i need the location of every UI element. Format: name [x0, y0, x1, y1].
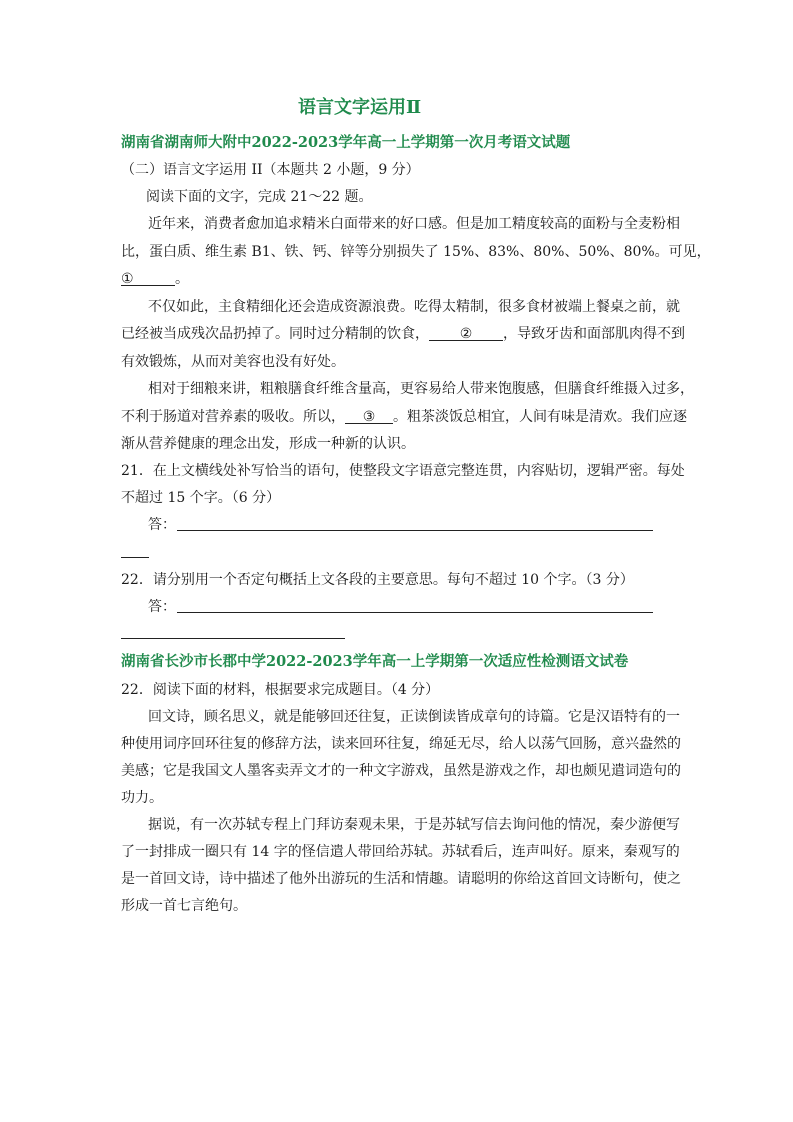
answer-line-22[interactable] [177, 612, 653, 613]
paragraph-line: 不利于肠道对营养素的吸收。所以， ③ 。粗茶淡饭总相宜，人间有味是清欢。我们应逐 [121, 409, 687, 425]
page-title: 语言文字运用Ⅱ [298, 97, 422, 118]
section-header: （二）语言文字运用 II（本题共 2 小题，9 分） [121, 162, 420, 178]
paragraph-line: 有效锻炼，从而对美容也没有好处。 [121, 354, 345, 370]
paragraph-line: 形成一首七言绝句。 [121, 898, 247, 914]
paragraph-line: 近年来，消费者愈加追求精米白面带来的好口感。但是加工精度较高的面粉与全麦粉相 [148, 216, 680, 232]
paragraph-line: 了一封排成一圈只有 14 字的怪信遣人带回给苏轼。苏轼看后，连声叫好。原来，秦观写的 [121, 844, 680, 860]
question-21-cont: 不超过 15 个字。（6 分） [121, 490, 281, 506]
paragraph-line: 渐从营养健康的理念出发，形成一种新的认识。 [121, 436, 415, 452]
instruction-text: 阅读下面的文字，完成 21～22 题。 [146, 189, 373, 205]
paragraph-line: 回文诗，顾名思义，就是能够回还往复，正读倒读皆成章句的诗篇。它是汉语特有的一 [148, 709, 680, 725]
paragraph-line: 比，蛋白质、维生素 B1、铁、钙、锌等分别损失了 15%、83%、80%、50%、80%。可见， [121, 244, 711, 260]
question-22-b: 22．阅读下面的材料，根据要求完成题目。（4 分） [121, 682, 440, 698]
paragraph-line: 美感；它是我国文人墨客卖弄文才的一种文字游戏，虽然是游戏之作，却也颇见遣词造句的 [121, 763, 681, 779]
paragraph-line: 不仅如此，主食精细化还会造成资源浪费。吃得太精制，很多食材被端上餐桌之前，就 [148, 299, 680, 315]
fill-blank-1[interactable]: ① [121, 269, 175, 286]
paragraph-line: 是一首回文诗，诗中描述了他外出游玩的生活和情趣。请聪明的你给这首回文诗断句，使之 [121, 871, 681, 887]
answer-line-22-cont[interactable] [121, 638, 345, 639]
paragraph-line: 据说，有一次苏轼专程上门拜访秦观未果，于是苏轼写信去询问他的情况，秦少游便写 [148, 817, 680, 833]
source-heading-2: 湖南省长沙市长郡中学2022-2023学年高一上学期第一次适应性检测语文试卷 [121, 653, 629, 670]
fill-blank-2[interactable]: ② [429, 324, 503, 341]
question-21: 21．在上文横线处补写恰当的语句，使整段文字语意完整连贯，内容贴切，逻辑严密。每处 [121, 463, 685, 479]
paragraph-line: 种使用词序回环往复的修辞方法，读来回环往复，绵延无尽，给人以荡气回肠，意兴盎然的 [121, 736, 681, 752]
fill-blank-3[interactable]: ③ [345, 407, 393, 424]
paragraph-line: 已经被当成残次品扔掉了。同时过分精制的饮食， ② ，导致牙齿和面部肌肉得不到 [121, 326, 685, 342]
paragraph-line: 功力。 [121, 790, 163, 806]
answer-line-21[interactable] [177, 530, 653, 531]
question-22: 22．请分别用一个否定句概括上文各段的主要意思。每句不超过 10 个字。（3 分） [121, 572, 634, 588]
answer-line-21-cont[interactable] [121, 557, 149, 558]
answer-label: 答： [148, 517, 176, 533]
paragraph-line: ① 。 [121, 271, 189, 287]
paragraph-line: 相对于细粮来讲，粗粮膳食纤维含量高，更容易给人带来饱腹感，但膳食纤维摄入过多， [148, 381, 694, 397]
answer-label: 答： [148, 599, 176, 615]
source-heading-1: 湖南省湖南师大附中2022-2023学年高一上学期第一次月考语文试题 [121, 134, 571, 151]
